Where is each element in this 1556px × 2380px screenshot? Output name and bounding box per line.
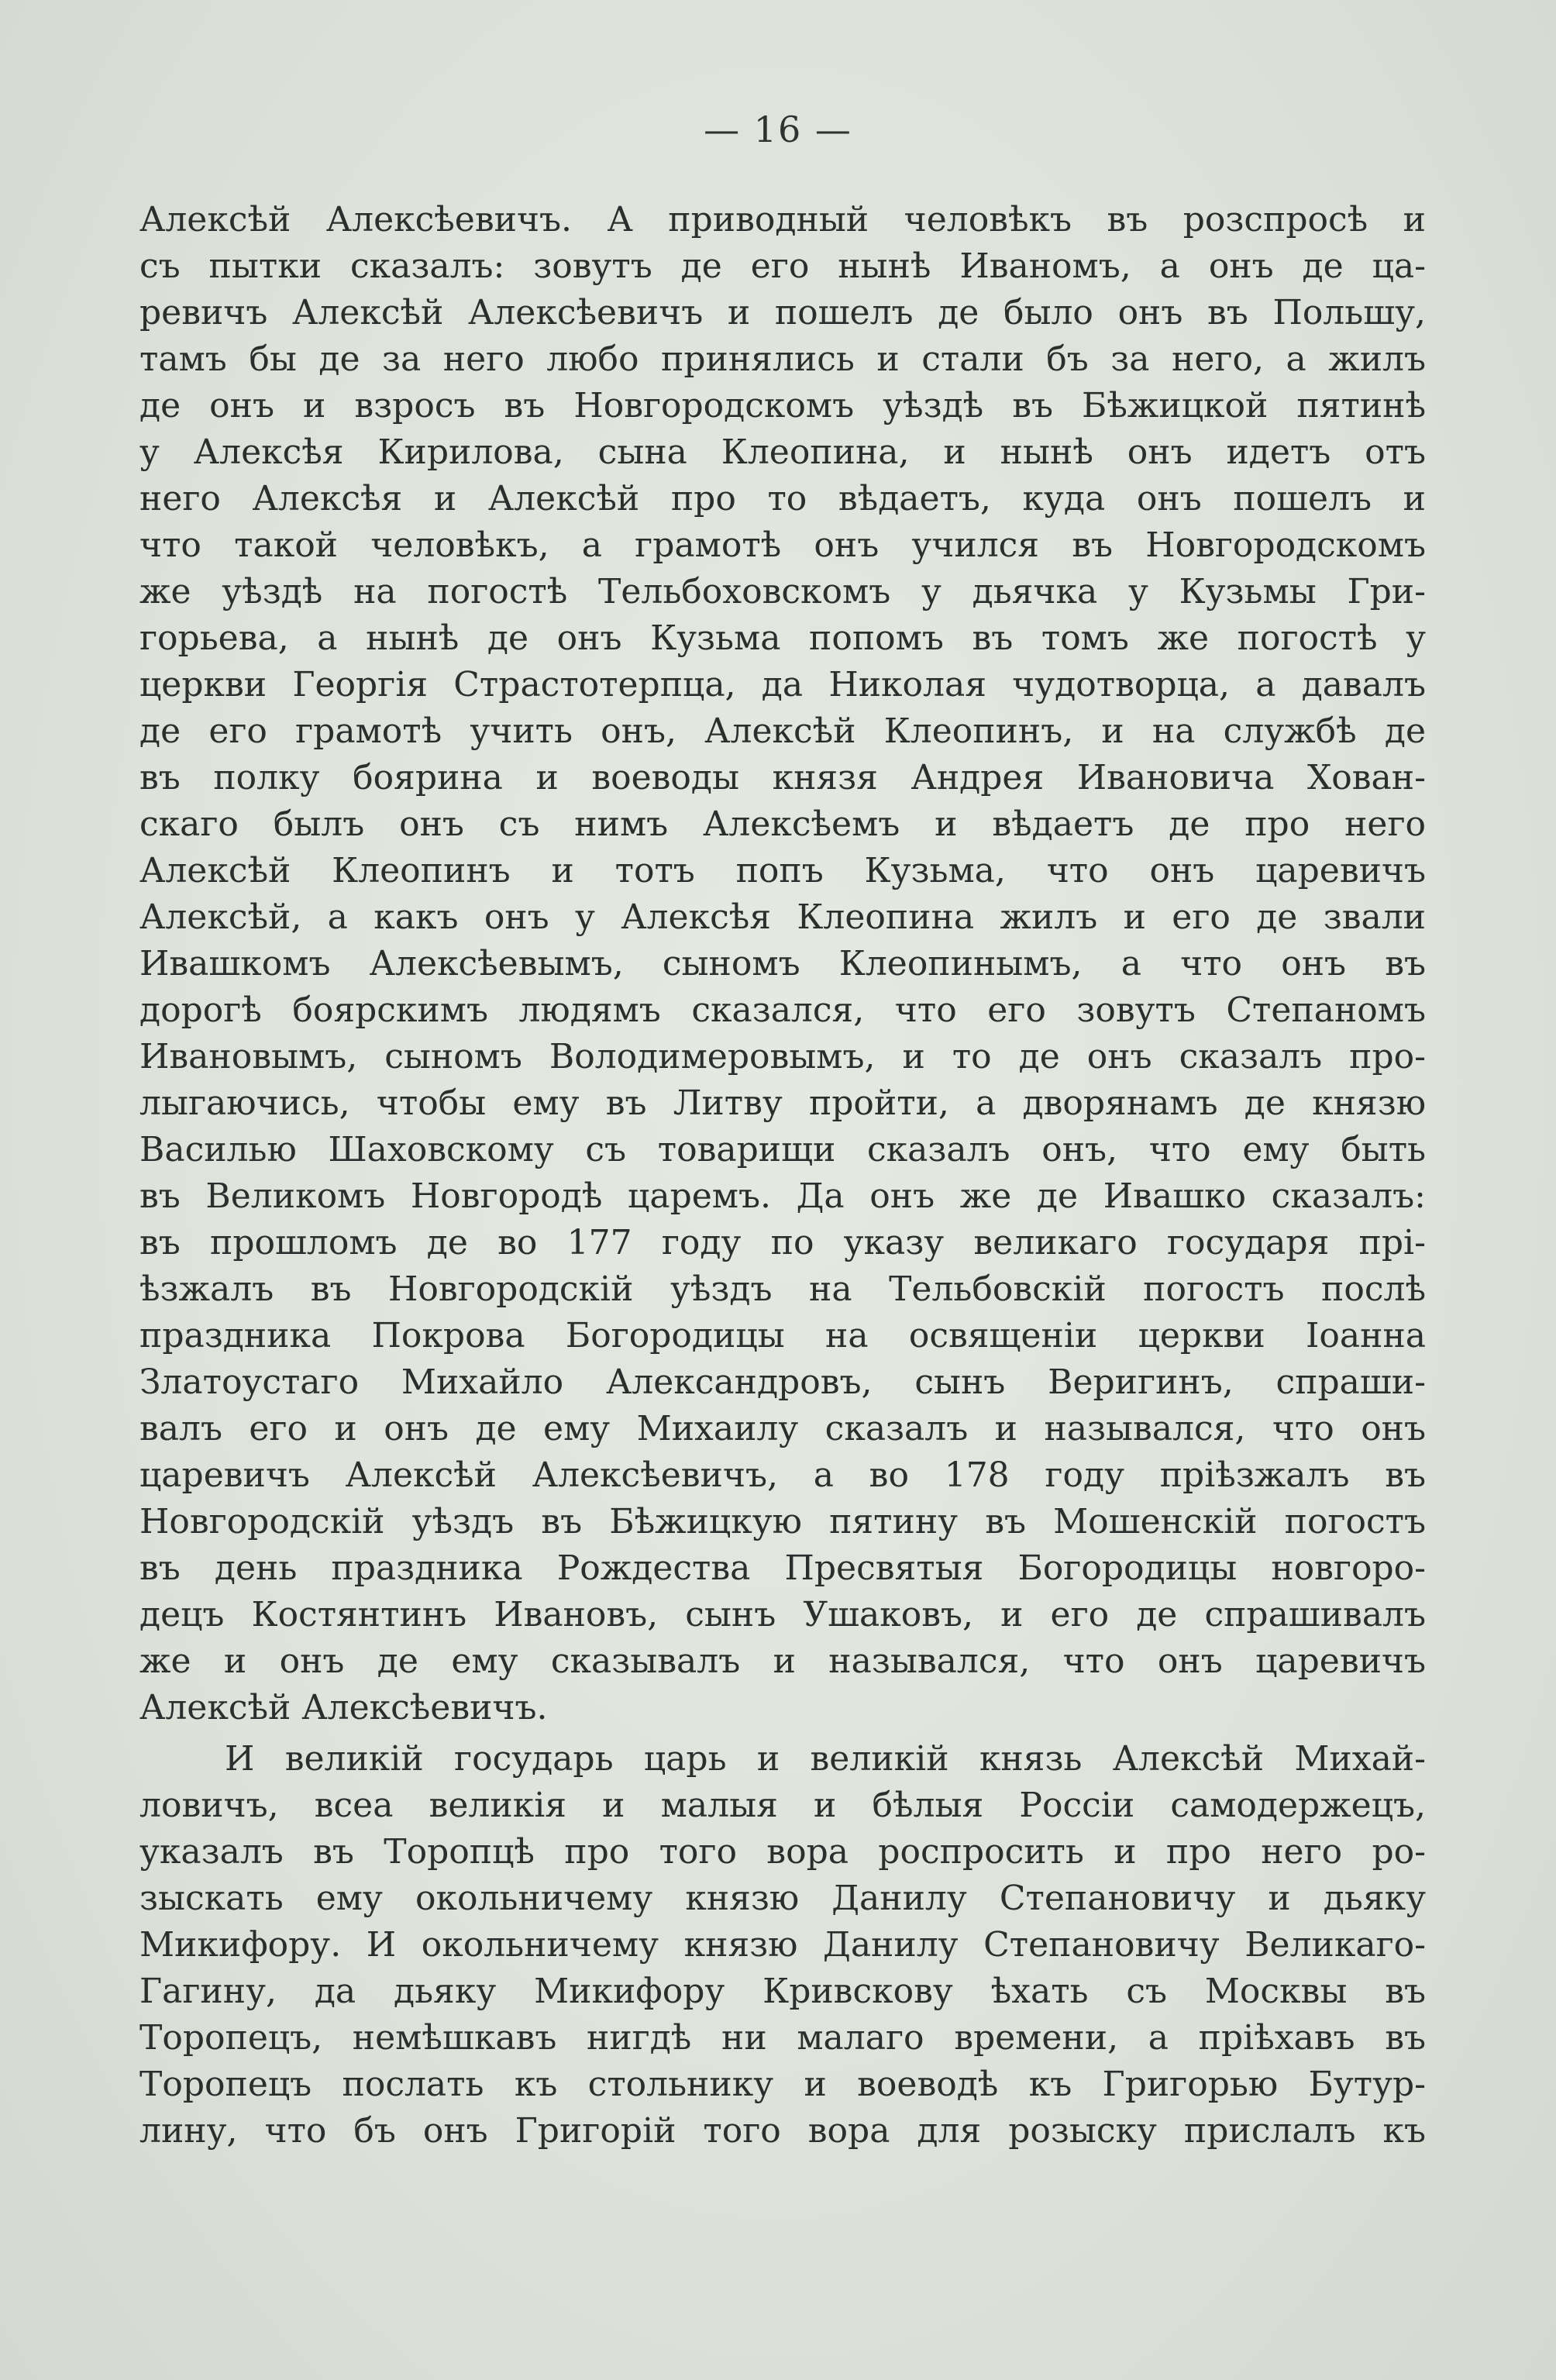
text-line: зыскать ему окольничему князю Данилу Степановичу и дьяку [139,1879,1426,1918]
text-line: горьева, а нынѣ де онъ Кузьма попомъ въ томъ же погостѣ у [139,618,1426,658]
text-line: съ пытки сказалъ: зовутъ де его нынѣ Иваномъ, а онъ де ца- [139,246,1426,286]
text-line: лину, что бъ онъ Григорій того вора для розыску прислалъ къ [139,2111,1426,2151]
text-line: ревичъ Алексѣй Алексѣевичъ и пошелъ де было онъ въ Польшу, [139,293,1426,332]
text-line: Торопецъ, немѣшкавъ нигдѣ ни малаго времени, а пріѣхавъ въ [139,2018,1426,2058]
text-line: Алексѣй Клеопинъ и тотъ попъ Кузьма, что онъ царевичъ [139,851,1426,890]
text-line: тамъ бы де за него любо принялись и стали бъ за него, а жилъ [139,339,1426,379]
text-line: же уѣздѣ на погостѣ Тельбоховскомъ у дьячка у Кузьмы Гри- [139,572,1426,611]
text-line: же и онъ де ему сказывалъ и назывался, что онъ царевичъ [139,1641,1426,1681]
text-line: Златоустаго Михайло Александровъ, сынъ Веригинъ, спраши- [139,1362,1426,1402]
text-line: Алексѣй Алексѣевичъ. [139,1688,548,1727]
text-line: Василью Шаховскому съ товарищи сказалъ онъ, что ему быть [139,1130,1426,1169]
text-line: въ полку боярина и воеводы князя Андрея Ивановича Хован- [139,758,1426,797]
text-line: дорогѣ боярскимъ людямъ сказался, что его зовутъ Степаномъ [139,990,1426,1030]
text-line: Торопецъ послать къ стольнику и воеводѣ къ Григорью Бутур- [139,2065,1426,2104]
text-line: Алексѣй Алексѣевичъ. А приводный человѣкъ въ розспросѣ и [139,200,1426,239]
text-line: царевичъ Алексѣй Алексѣевичъ, а во 178 году пріѣзжалъ въ [139,1455,1426,1495]
text-line: де онъ и взросъ въ Новгородскомъ уѣздѣ въ Бѣжицкой пятинѣ [139,386,1426,425]
text-line: Гагину, да дьяку Микифору Кривскову ѣхать съ Москвы въ [139,1972,1426,2011]
text-line: ловичъ, всеа великія и малыя и бѣлыя Россіи самодержецъ, [139,1786,1426,1825]
text-line: въ прошломъ де во 177 году по указу великаго государя прі- [139,1223,1426,1262]
paragraph-1 [139,197,1426,1731]
text-line: праздника Покрова Богородицы на освященіи церкви Іоанна [139,1316,1426,1355]
text-line: въ день праздника Рождества Пресвятыя Богородицы новгоро- [139,1548,1426,1588]
text-line: Ивановымъ, сыномъ Володимеровымъ, и то де онъ сказалъ про- [139,1037,1426,1076]
paragraph-2 [139,1736,1426,2154]
text-line: Новгородскій уѣздъ въ Бѣжицкую пятину въ Мошенскій погостъ [139,1502,1426,1541]
body-text [139,197,1426,2154]
text-line: Ивашкомъ Алексѣевымъ, сыномъ Клеопинымъ, а что онъ въ [139,944,1426,983]
text-line: въ Великомъ Новгородѣ царемъ. Да онъ же де Ивашко сказалъ: [139,1176,1426,1216]
text-line: у Алексѣя Кирилова, сына Клеопина, и нынѣ онъ идетъ отъ [139,432,1426,472]
text-line: лыгаючись, чтобы ему въ Литву пройти, а дворянамъ де князю [139,1083,1426,1123]
text-line: де его грамотѣ учить онъ, Алексѣй Клеопинъ, и на службѣ де [139,711,1426,751]
text-line: децъ Костянтинъ Ивановъ, сынъ Ушаковъ, и его де спрашивалъ [139,1595,1426,1634]
text-line: скаго былъ онъ съ нимъ Алексѣемъ и вѣдаетъ де про него [139,804,1426,844]
text-line: валъ его и онъ де ему Михаилу сказалъ и назывался, что онъ [139,1409,1426,1448]
text-line: И великій государь царь и великій князь Алексѣй Михай- [225,1739,1426,1779]
text-line: указалъ въ Торопцѣ про того вора роспросить и про него ро- [139,1832,1426,1872]
text-line: что такой человѣкъ, а грамотѣ онъ учился въ Новгородскомъ [139,525,1426,565]
page-number: — 16 — [704,108,852,150]
text-line: Микифору. И окольничему князю Данилу Степановичу Великаго- [139,1925,1426,1965]
text-line: ѣзжалъ въ Новгородскій уѣздъ на Тельбовскій погостъ послѣ [139,1269,1426,1309]
text-line: церкви Георгія Страстотерпца, да Николая чудотворца, а давалъ [139,665,1426,704]
text-line: него Алексѣя и Алексѣй про то вѣдаетъ, куда онъ пошелъ и [139,479,1426,518]
text-line: Алексѣй, а какъ онъ у Алексѣя Клеопина жилъ и его де звали [139,897,1426,937]
